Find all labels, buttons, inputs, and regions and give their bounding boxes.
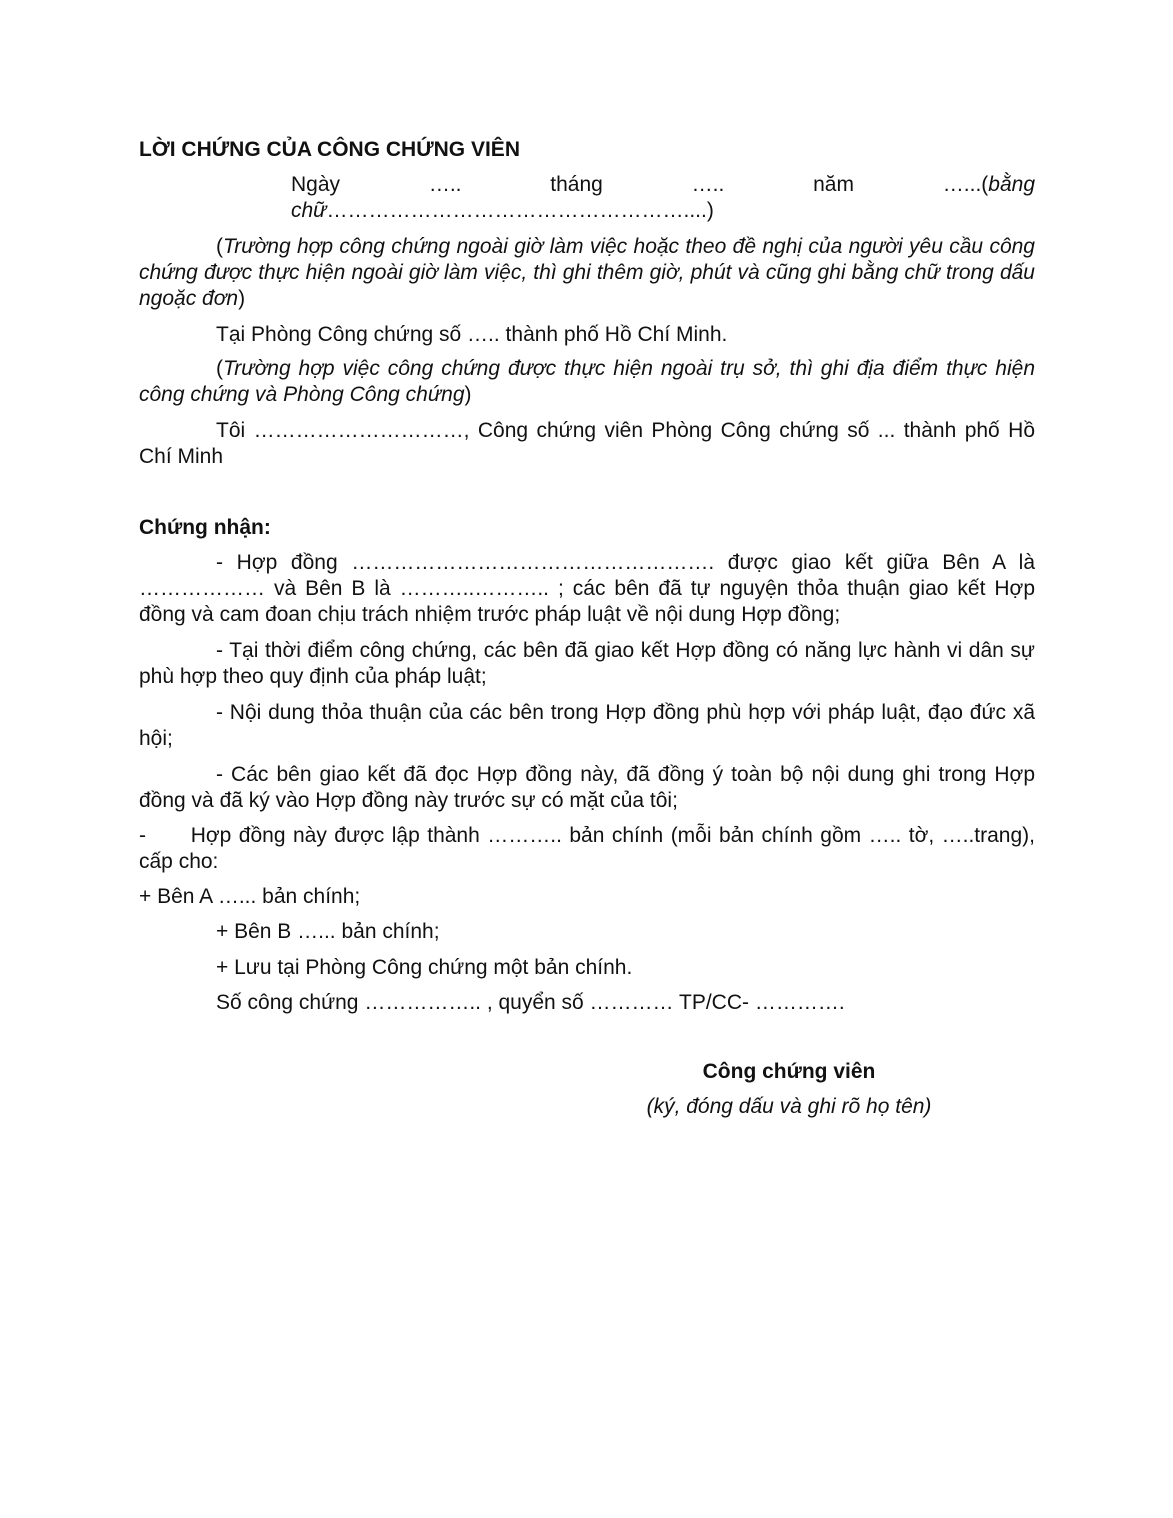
date-day-label: Ngày [291,173,341,196]
signature-note: (ký, đóng dấu và ghi rõ họ tên) [646,1095,932,1118]
date-in-words-dots: ……………………………………………....) [326,199,714,222]
date-in-words-label: bằng chữ [291,173,1035,222]
item-content: - Nội dung thỏa thuận của các bên trong Hợp đồng phù hợp với pháp luật, đạo đức xã hội; [139,701,1035,750]
party-b-line: + Bên B …... bản chính; [216,920,440,943]
date-line-first-row: Ngày ….. tháng ….. năm …...(bằng chữ……………………………………………....) [291,173,1035,222]
item-contract: - Hợp đồng ……………………………………………. được giao kết giữa Bên A là ……………… và Bên B là ………..……….. ; các bên đã tự nguyện thỏa thuận giao kết Hợp đồng và cam đoan chịu trách nhiệm trước pháp luật về nội dung Hợp đồng; [139,551,1035,626]
notary-line: Tôi …………………………, Công chứng viên Phòng Công chứng số ... thành phố Hồ Chí Minh [139,419,1035,468]
item-read: - Các bên giao kết đã đọc Hợp đồng này, đã đồng ý toàn bộ nội dung ghi trong Hợp đồng và đã ký vào Hợp đồng này trước sự có mặt của tôi; [139,763,1035,812]
date-year-label: năm [813,173,854,196]
party-a-line: + Bên A …... bản chính; [139,885,361,908]
item-copies: - Hợp đồng này được lập thành ……….. bản chính (mỗi bản chính gồm ….. tờ, …..trang), cấp cho: [139,824,1041,873]
note-place: (Trường hợp việc công chứng được thực hiện ngoài trụ sở, thì ghi địa điểm thực hiện công chứng và Phòng Công chứng) [139,357,1035,406]
note-overtime: (Trường hợp công chứng ngoài giờ làm việc hoặc theo đề nghị của người yêu cầu công chứng được thực hiện ngoài giờ làm việc, thì ghi thêm giờ, phút và cũng ghi bằng chữ trong dấu ngoặc đơn) [139,235,1035,310]
date-month-label: tháng [550,173,603,196]
signature-title: Công chứng viên [702,1060,876,1083]
archive-line: + Lưu tại Phòng Công chứng một bản chính. [216,956,633,979]
item-capacity: - Tại thời điểm công chứng, các bên đã giao kết Hợp đồng có năng lực hành vi dân sự phù hợp theo quy định của pháp luật; [139,639,1035,688]
place-line: Tại Phòng Công chứng số ….. thành phố Hồ Chí Minh. [216,323,728,346]
document-title: LỜI CHỨNG CỦA CÔNG CHỨNG VIÊN [139,138,520,161]
certify-heading: Chứng nhận: [139,516,271,539]
registration-number-line: Số công chứng …………….. , quyển số ………… TP/CC- …………. [216,991,845,1014]
date-line [139,172,1035,224]
